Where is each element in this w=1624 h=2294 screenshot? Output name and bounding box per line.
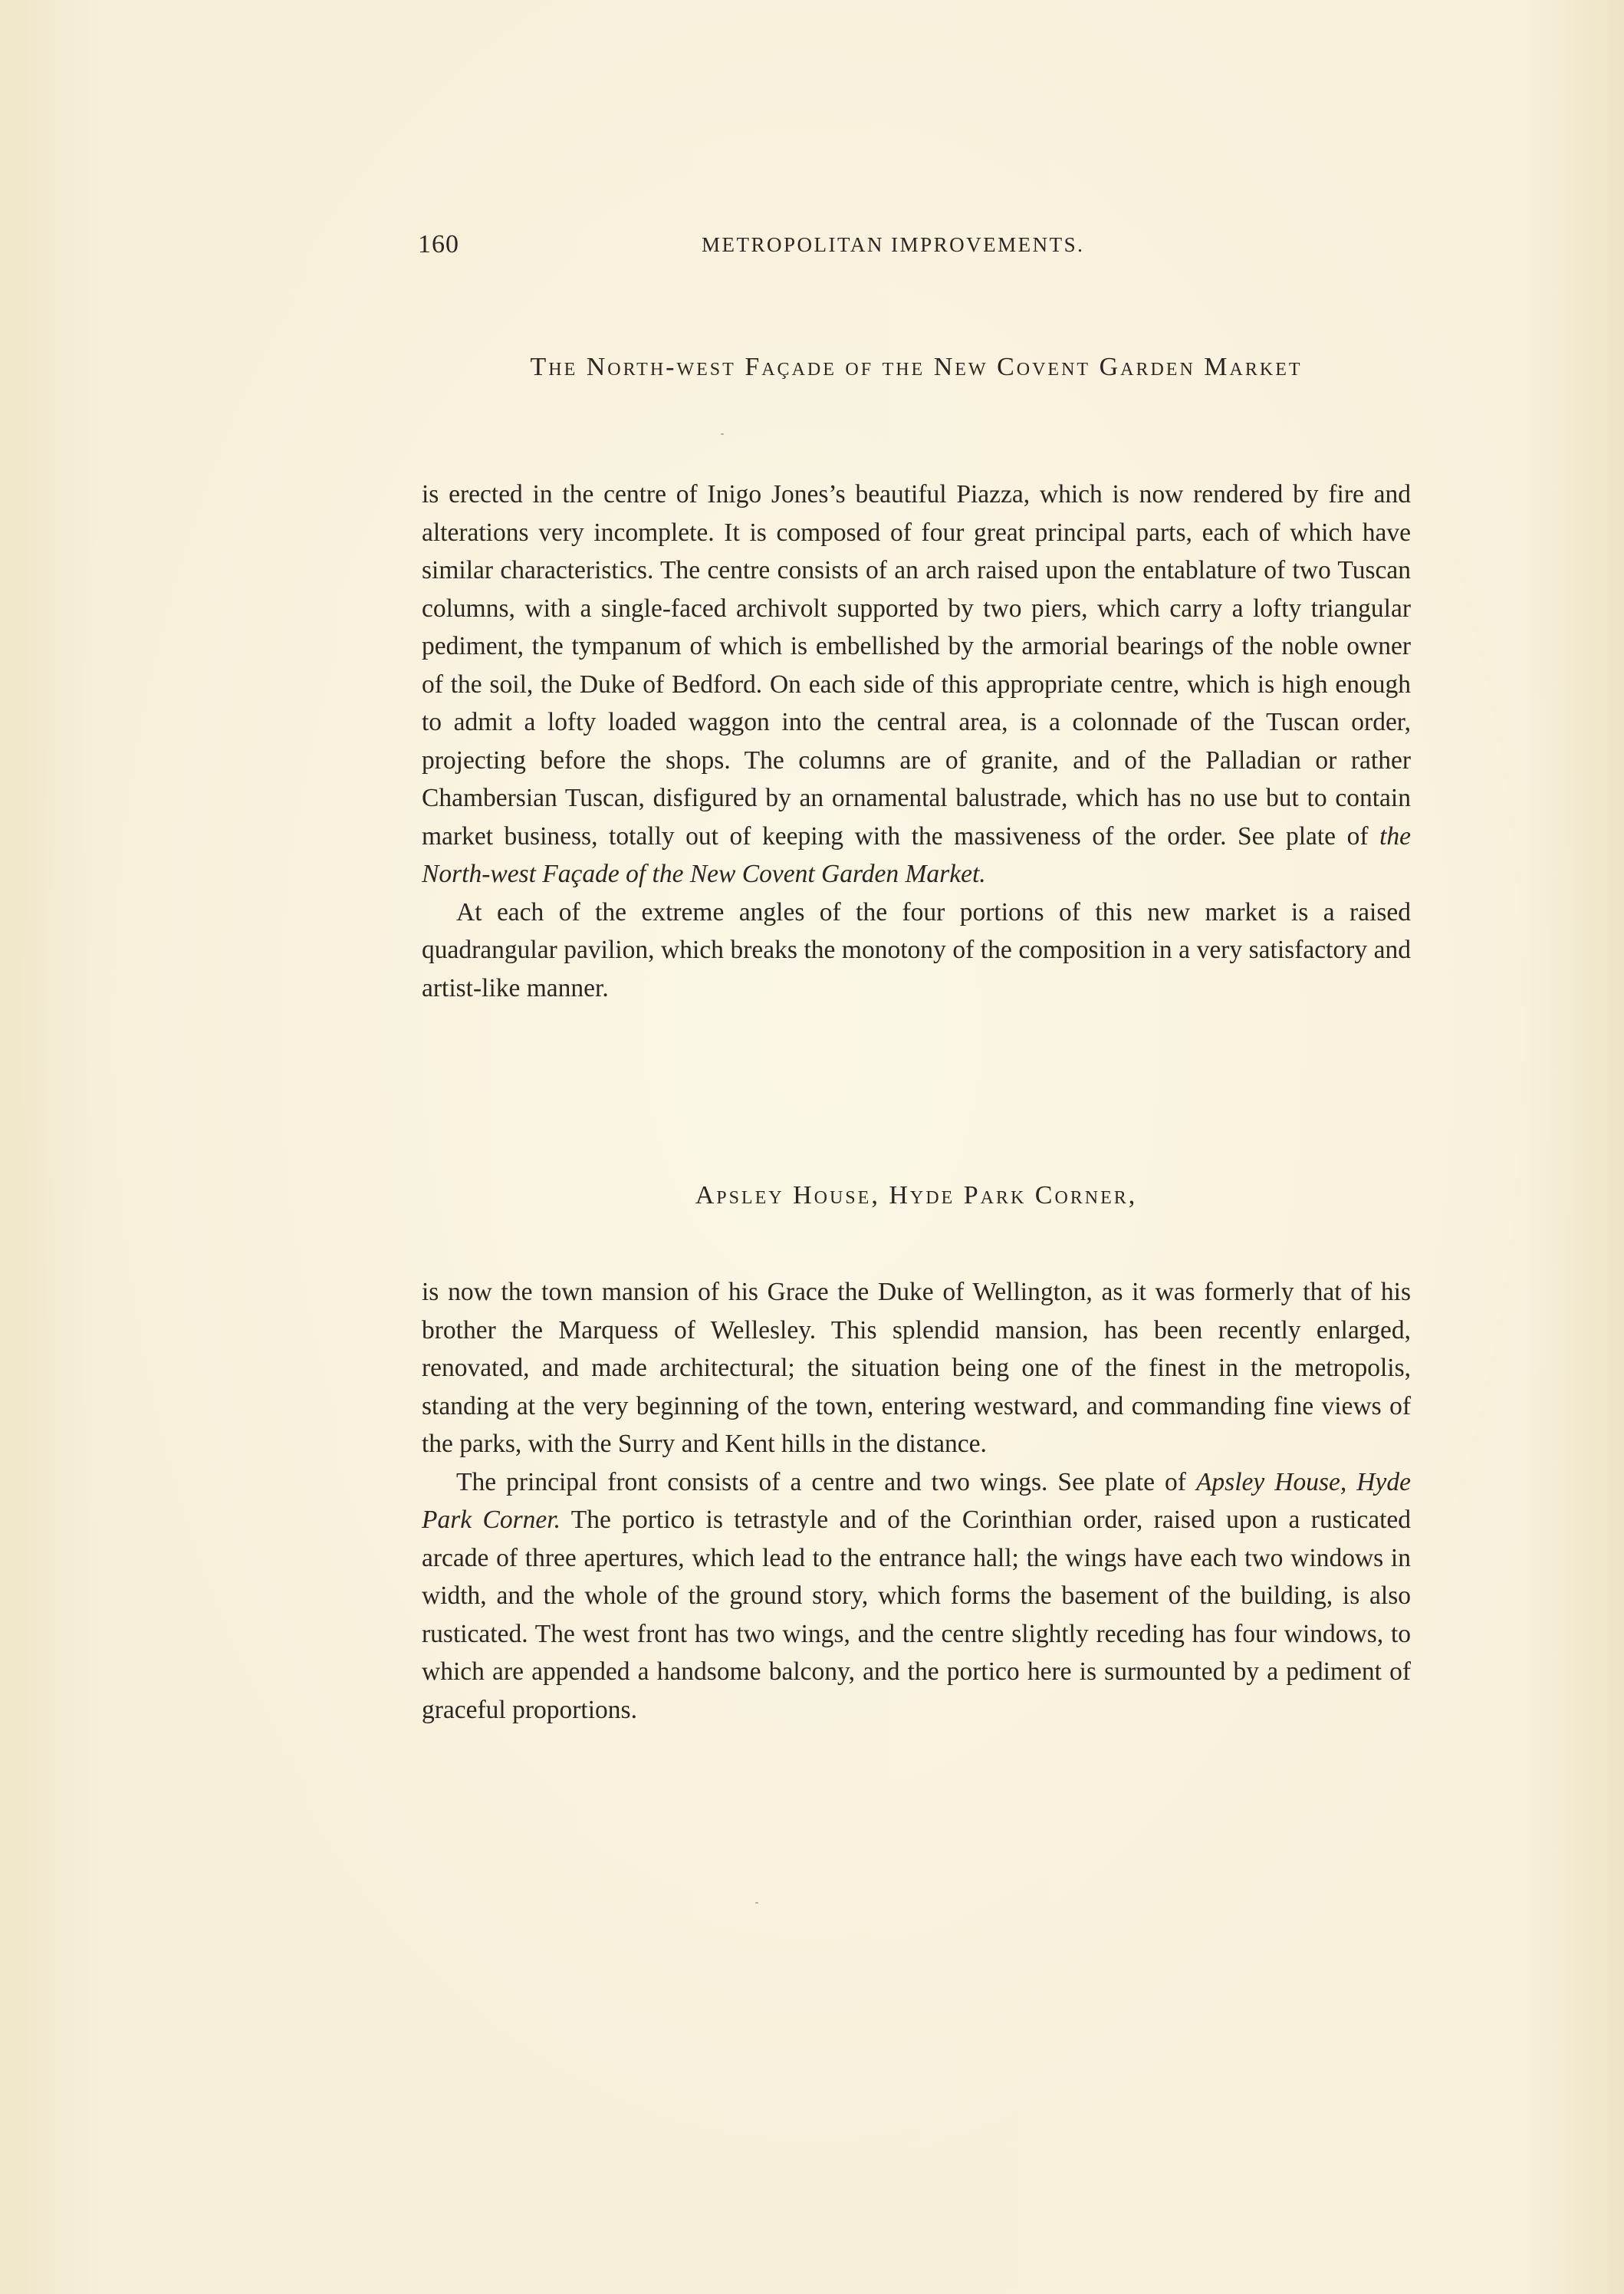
paragraph bbox=[422, 476, 1411, 894]
paper-speck bbox=[721, 433, 724, 435]
plate-reference: Apsley House, Hyde Park Corner. bbox=[422, 1467, 1411, 1534]
section-body-covent-garden bbox=[422, 476, 1411, 1007]
paragraph-text: is erected in the centre of Inigo Jones’s beautiful Piazza, which is now rendered by fire and alterations very incomplete. It is composed of four great principal parts, each of which have similar characteristics. The centre consists of an arch raised upon the entablature of two Tuscan columns, with a single-faced archivolt supported by two piers, which carry a lofty triangular pediment, the tympanum of which is embellished by the armorial bearings of the noble owner of the soil, the Duke of Bedford. On each side of this appropriate centre, which is high enough to admit a lofty loaded waggon into the central area, is a colonnade of the Tuscan order, projecting before the shops. The columns are of granite, and of the Palladian or rather Chambersian Tuscan, disfigured by an ornamental balustrade, which has no use but to contain market business, totally out of keeping with the massiveness of the order. See plate of bbox=[422, 480, 1411, 851]
running-title: METROPOLITAN IMPROVEMENTS. bbox=[702, 233, 1085, 256]
section-body-apsley-house bbox=[422, 1273, 1411, 1729]
paragraph bbox=[422, 1273, 1411, 1463]
section-heading-covent-garden: The North-west Façade of the New Covent Garden Market bbox=[530, 353, 1303, 381]
paragraph bbox=[422, 894, 1411, 1008]
section-heading-apsley-house: Apsley House, Hyde Park Corner, bbox=[695, 1181, 1138, 1210]
paragraph-text: The portico is tetrastyle and of the Corinthian order, raised upon a rusticated arcade of three apertures, which lead to the entrance hall; the wings have each two windows in width, and the whole of the ground story, which forms the basement of the building, is also rusticated. The west front has two wings, and the centre slightly receding has four windows, to which are appended a handsome balcony, and the portico here is surmounted by a pediment of graceful proportions. bbox=[422, 1506, 1411, 1724]
page-number: 160 bbox=[418, 230, 459, 258]
paragraph bbox=[422, 1463, 1411, 1730]
paragraph-text: is now the town mansion of his Grace the Duke of Wellington, as it was formerly that of his brother the Marquess of Wellesley. This splendid mansion, has been recently enlarged, renovated, and made architectural; the situation being one of the finest in the metropolis, standing at the very beginning of the town, entering westward, and commanding fine views of the parks, with the Surry and Kent hills in the distance. bbox=[422, 1278, 1411, 1458]
paper-speck bbox=[755, 1902, 758, 1904]
paragraph-text: The principal front consists of a centre and two wings. See plate of bbox=[456, 1467, 1196, 1496]
plate-reference: the North-west Façade of the New Covent Garden Market. bbox=[422, 821, 1411, 888]
running-head bbox=[418, 230, 1142, 268]
paragraph-text: At each of the extreme angles of the four portions of this new market is a raised quadrangular pavilion, which breaks the monotony of the composition in a very satisfactory and artist-like manner. bbox=[422, 897, 1411, 1002]
